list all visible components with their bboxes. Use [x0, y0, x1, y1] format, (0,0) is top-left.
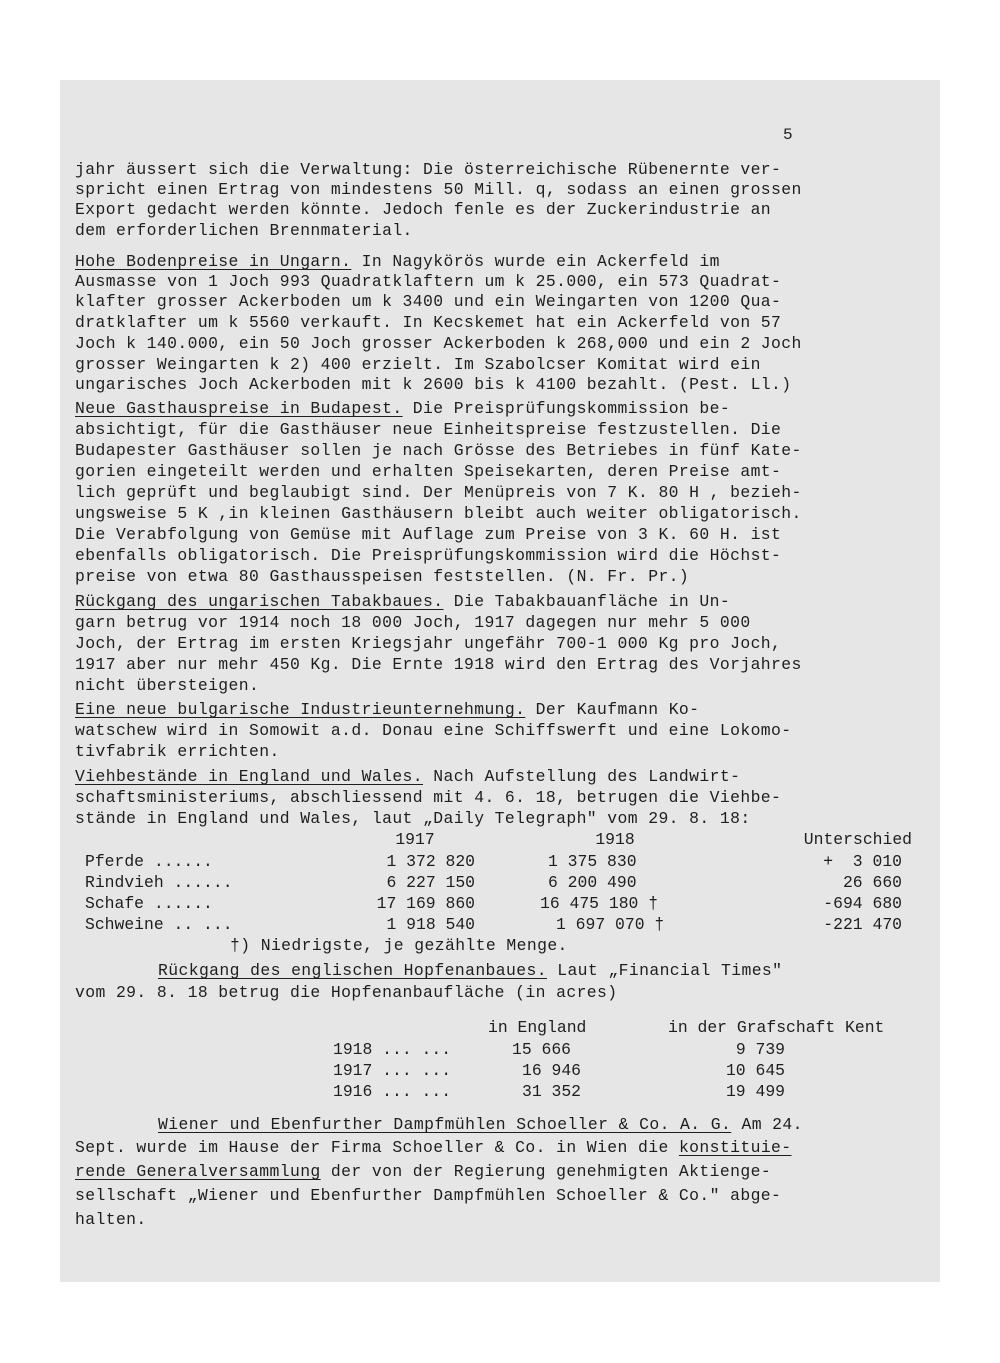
text-line: klafter grosser Ackerboden um k 3400 und ein Weingarten von 1200 Qua- — [75, 292, 782, 311]
text-line: tivfabrik errichten. — [75, 742, 280, 761]
article-first-line — [158, 961, 782, 980]
table-cell: 1 372 820 — [386, 852, 475, 871]
text-run: Laut „Financial Times" — [546, 961, 783, 980]
text-line: halten. — [75, 1210, 147, 1229]
text-line: Joch k 140.000, ein 50 Joch grosser Ackerboden k 268,000 und ein 2 Joch — [75, 334, 802, 353]
row-label: Schweine .. ... — [85, 915, 233, 934]
text-line: schaftsministeriums, abschliessend mit 4. 6. 18, betrugen die Viehbe- — [75, 788, 782, 807]
text-line: stände in England und Wales, laut „Daily Telegraph" vom 29. 8. 18: — [75, 809, 751, 828]
table-cell: 1 918 540 — [386, 915, 475, 934]
text-line: Ausmasse von 1 Joch 993 Quadratklaftern um k 25.000, ein 573 Quadrat- — [75, 272, 782, 291]
text-line — [75, 1162, 771, 1181]
table-cell: 31 352 — [522, 1082, 582, 1101]
table-cell: 26 660 — [842, 873, 902, 892]
text-line: absichtigt, für die Gasthäuser neue Einheitspreise festzustellen. Die — [75, 420, 782, 439]
article-first-line — [75, 252, 720, 271]
underlined-phrase: rende Generalversammlung — [75, 1162, 321, 1181]
article-first-line — [75, 592, 730, 611]
text-line: nicht übersteigen. — [75, 676, 260, 695]
text-line: preise von etwa 80 Gasthausspeisen feststellen. (N. Fr. Pr.) — [75, 567, 690, 586]
text-line — [75, 1138, 792, 1157]
column-header: in England — [488, 1018, 587, 1037]
table-cell: + 3 010 — [823, 852, 902, 871]
text-line: lich geprüft und beglaubigt sind. Der Menüpreis von 7 K. 80 H , bezieh- — [75, 483, 802, 502]
article-first-line — [158, 1115, 803, 1134]
table-cell: 19 499 — [725, 1082, 785, 1101]
table-cell: 16 946 — [522, 1061, 582, 1080]
text-run: Der Kaufmann Ko- — [525, 700, 700, 719]
table-cell: 1 697 070 † — [556, 915, 665, 934]
text-run: Die Preisprüfungskommission be- — [402, 399, 731, 418]
text-run: Sept. wurde im Hause der Firma Schoeller & Co. in Wien die — [75, 1138, 679, 1157]
table-cell: 10 645 — [725, 1061, 785, 1080]
text-line: dratklafter um k 5560 verkauft. In Kecskemet hat ein Ackerfeld von 57 — [75, 313, 782, 332]
text-run: Am 24. — [731, 1115, 803, 1134]
text-line: ungarisches Joch Ackerboden mit k 2600 bis k 4100 bezahlt. (Pest. Ll.) — [75, 375, 792, 394]
text-run: der von der Regierung genehmigten Aktienge- — [320, 1162, 772, 1181]
row-label: Pferde ...... — [85, 852, 213, 871]
text-line: dem erforderlichen Brennmaterial. — [75, 221, 413, 240]
table-cell: 15 666 — [512, 1040, 572, 1059]
text-line: 1917 aber nur mehr 450 Kg. Die Ernte 1918 wird den Ertrag des Vorjahres — [75, 655, 802, 674]
table-footnote: †) Niedrigste, je gezählte Menge. — [230, 936, 568, 955]
row-label: Rindvieh ...... — [85, 873, 233, 892]
row-label: 1916 ... ... — [333, 1082, 452, 1101]
column-header: Unterschied — [803, 830, 912, 849]
article-first-line — [75, 399, 730, 418]
table-cell: 9 739 — [735, 1040, 785, 1059]
column-header: in der Grafschaft Kent — [668, 1018, 885, 1037]
text-line: Die Verabfolgung von Gemüse mit Auflage zum Preise von 3 K. 60 H. ist — [75, 525, 782, 544]
row-label: 1918 ... ... — [333, 1040, 452, 1059]
text-line: ungsweise 5 K ,in kleinen Gasthäusern bleibt auch weiter obligatorisch. — [75, 504, 802, 523]
column-header: 1917 — [395, 830, 435, 849]
text-line: ebenfalls obligatorisch. Die Preisprüfungskommission wird die Höchst- — [75, 546, 782, 565]
page-number: 5 — [783, 126, 793, 144]
row-label: Schafe ...... — [85, 894, 213, 913]
table-cell: 6 200 490 — [548, 873, 637, 892]
article-heading: Viehbestände in England und Wales. — [75, 767, 424, 786]
text-line: garn betrug vor 1914 noch 18 000 Joch, 1917 dagegen nur mehr 5 000 — [75, 613, 751, 632]
text-line: jahr äussert sich die Verwaltung: Die österreichische Rübenernte ver- — [75, 160, 782, 179]
table-cell: -694 680 — [823, 894, 902, 913]
article-heading: Neue Gasthauspreise in Budapest. — [75, 399, 403, 418]
table-cell: 17 169 860 — [376, 894, 475, 913]
row-label: 1917 ... ... — [333, 1061, 452, 1080]
article-first-line — [75, 700, 699, 719]
text-line: spricht einen Ertrag von mindestens 50 Mill. q, sodass an einen grossen — [75, 180, 802, 199]
table-cell: 6 227 150 — [386, 873, 475, 892]
text-line: Budapester Gasthäuser sollen je nach Grösse des Betriebes in fünf Kate- — [75, 441, 802, 460]
text-line: Joch, der Ertrag im ersten Kriegsjahr ungefähr 700-1 000 Kg pro Joch, — [75, 634, 782, 653]
table-cell: 16 475 180 † — [540, 894, 659, 913]
article-heading: Wiener und Ebenfurther Dampfmühlen Schoeller & Co. A. G. — [158, 1115, 732, 1134]
text-line: grosser Weingarten k 2) 400 erzielt. Im Szabolcser Komitat wird ein — [75, 355, 761, 374]
text-line: vom 29. 8. 18 betrug die Hopfenanbaufläche (in acres) — [75, 983, 618, 1002]
table-cell: -221 470 — [823, 915, 902, 934]
text-line: gorien eingeteilt werden und erhalten Speisekarten, deren Preise amt- — [75, 462, 782, 481]
article-heading: Rückgang des ungarischen Tabakbaues. — [75, 592, 444, 611]
column-header: 1918 — [595, 830, 635, 849]
text-line: watschew wird in Somowit a.d. Donau eine Schiffswerft und eine Lokomo- — [75, 721, 792, 740]
table-cell: 1 375 830 — [548, 852, 637, 871]
article-first-line — [75, 767, 740, 786]
text-line: sellschaft „Wiener und Ebenfurther Dampfmühlen Schoeller & Co." abge- — [75, 1186, 782, 1205]
text-run: Nach Aufstellung des Landwirt- — [423, 767, 741, 786]
article-heading: Rückgang des englischen Hopfenanbaues. — [158, 961, 547, 980]
underlined-phrase: konstituie- — [678, 1138, 792, 1157]
text-run: Die Tabakbauanfläche in Un- — [443, 592, 731, 611]
article-heading: Hohe Bodenpreise in Ungarn. — [75, 252, 352, 271]
text-run: In Nagykörös wurde ein Ackerfeld im — [351, 252, 720, 271]
text-line: Export gedacht werden könnte. Jedoch fenle es der Zuckerindustrie an — [75, 200, 772, 219]
article-heading: Eine neue bulgarische Industrieunternehmung. — [75, 700, 526, 719]
